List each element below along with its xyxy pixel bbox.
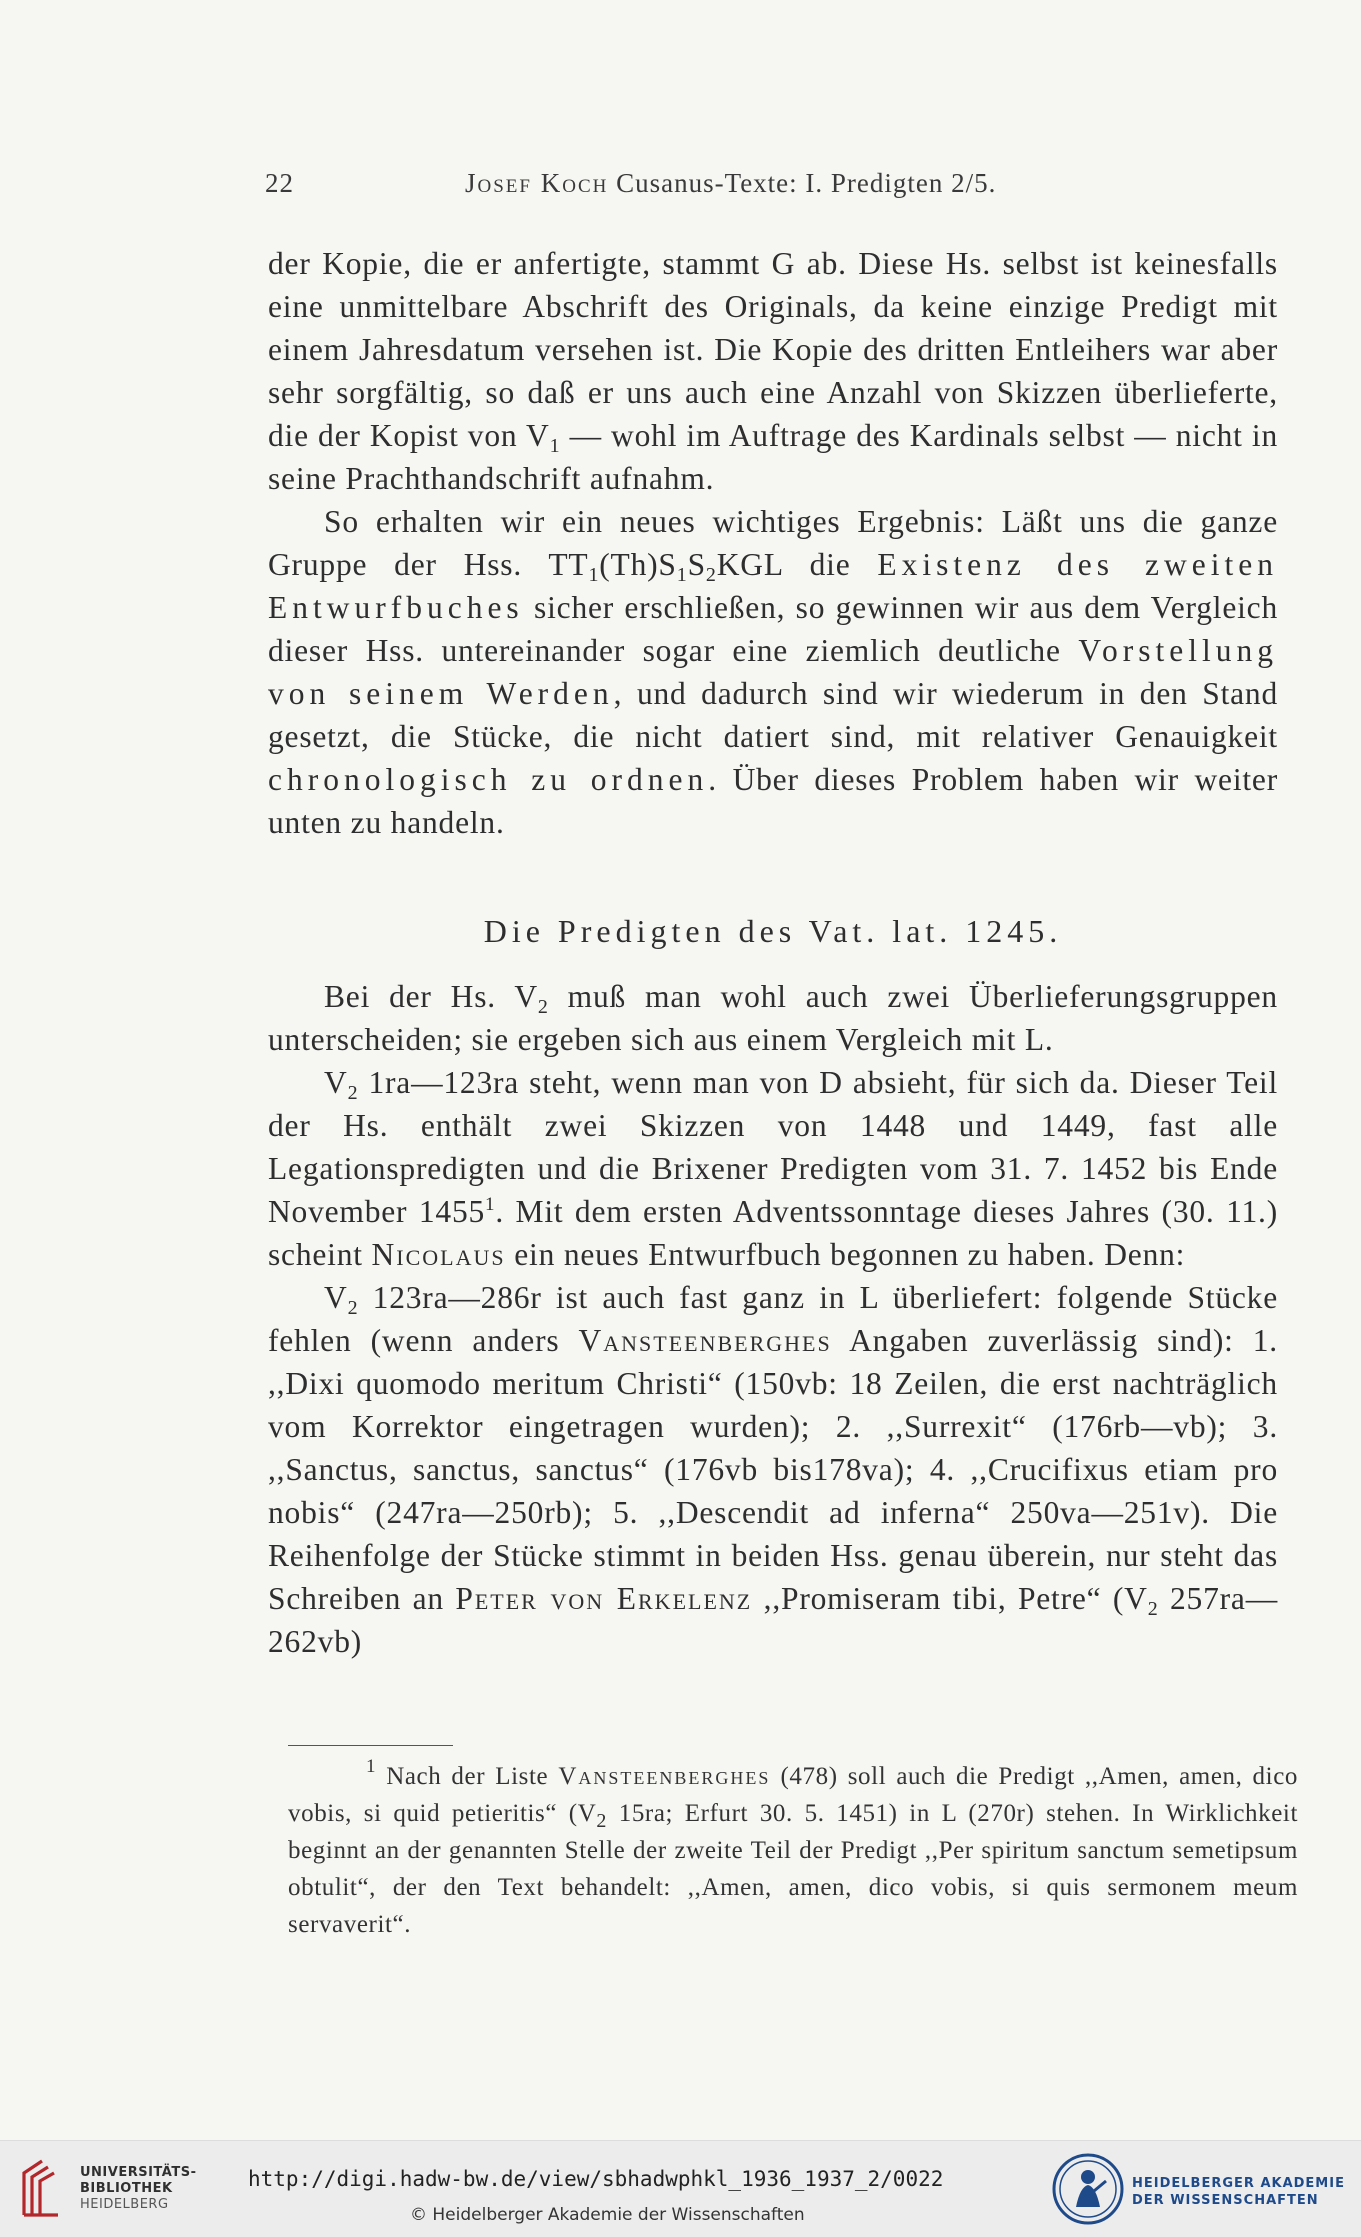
running-title — [465, 168, 996, 199]
university-library-logo-icon — [14, 2155, 76, 2219]
emphasis-spaced: Existenz des zweiten Entwurfbuches — [268, 547, 1278, 625]
header-title: Cusanus-Texte: I. Predigten 2/5. — [616, 168, 997, 198]
section-title: Die Predigten des Vat. lat. 1245. — [483, 913, 1063, 949]
person-name: Vansteenberghes — [558, 1763, 771, 1790]
emphasis-spaced: Vorstellung von seinem Werden — [268, 633, 1278, 711]
person-name: Vansteenberghes — [578, 1323, 832, 1358]
academy-seal-icon — [1050, 2151, 1126, 2227]
footnote-marker: 1 — [366, 1756, 377, 1777]
library-name: UNIVERSITÄTS- BIBLIOTHEK HEIDELBERG — [80, 2165, 197, 2212]
page-number: 22 — [265, 168, 294, 198]
paragraph: der Kopie, die er anfertigte, stammt G ab. Diese Hs. selbst ist keinesfalls eine unmittelbare Abschrift des Originals, da keine einzige Predigt mit einem Jahresdatum versehen ist. Die Kopie des dritten Entleihers war aber sehr sorgfältig, so daß er uns auch eine Anzahl von Skizzen überlieferte, die der Kopist von $V_1$ — wohl im Auftrage des Kardinals selbst — nicht in seine Prachthandschrift aufnahm. — [268, 246, 1278, 496]
main-text — [268, 242, 1278, 1663]
viewer-footer — [0, 2140, 1361, 2237]
person-name: Peter von Erkelenz — [455, 1581, 753, 1616]
paragraph: $V_2$ 123ra—286r ist auch fast ganz in L überliefert: folgende Stücke fehlen (wenn anders Vansteenberghes Angaben zuverlässig sind): 1. ,,Dixi quomodo meritum Christi“ (150vb: 18 Zeilen, die erst nachträglich vom Korrektor eingetragen wurden); 2. ,,Surrexit“ (176rb—vb); 3. ,,Sanctus, sanctus, sanctus“ (176vb bis178va); 4. ,,Crucifixus etiam pro nobis“ (247ra—250rb); 5. ,,Descendit ad inferna“ 250va—251v). Die Reihenfolge der Stücke stimmt in beiden Hss. genau überein, nur steht das Schreiben an Peter von Erkelenz ,,Promiseram tibi, Petre“ ($V_2$ 257ra—262vb) — [268, 1280, 1278, 1659]
paragraph: So erhalten wir ein neues wichtiges Ergebnis: Läßt uns die ganze Gruppe der Hss. $TT_1(Th)S_1S_2KGL$ die Existenz des zweiten Entwurfbuches sicher erschließen, so gewinnen wir aus dem Vergleich dieser Hss. untereinander sogar eine ziemlich deutliche Vorstellung von seinem Werden, und dadurch sind wir wiederum in den Stand gesetzt, die Stücke, die nicht datiert sind, mit relativer Genauigkeit chronologisch zu ordnen. Über dieses Problem haben wir weiter unten zu handeln. — [268, 504, 1278, 840]
footnote-rule — [288, 1745, 453, 1746]
copyright-notice: © Heidelberger Akademie der Wissenschaften — [410, 2205, 805, 2225]
paragraph: Bei der Hs. $V_2$ muß man wohl auch zwei Überlieferungsgruppen unterscheiden; sie ergeben sich aus einem Vergleich mit L. — [268, 979, 1278, 1057]
footnote-ref: 1 — [485, 1194, 496, 1215]
person-name: Nicolaus — [371, 1237, 506, 1272]
permalink-url[interactable]: http://digi.hadw-bw.de/view/sbhadwphkl_1936_1937_2/0022 — [248, 2167, 944, 2191]
header-author: Josef Koch — [465, 168, 609, 198]
paragraph: $V_2$ 1ra—123ra steht, wenn man von D absieht, für sich da. Dieser Teil der Hs. enthält zwei Skizzen von 1448 und 1449, fast alle Legationspredigten und die Brixener Predigten vom 31. 7. 1452 bis Ende November 1455$^1$. Mit dem ersten Adventssonntage dieses Jahres (30. 11.) scheint Nicolaus ein neues Entwurfbuch begonnen zu haben. Denn: — [268, 1065, 1278, 1272]
academy-name: HEIDELBERGER AKADEMIE DER WISSENSCHAFTEN — [1132, 2176, 1345, 2208]
footnote: $^1$ Nach der Liste Vansteenberghes (478) soll auch die Predigt ,,Amen, amen, dico vobis, si quid petieritis“ ($V_2$ 15ra; Erfurt 30. 5. 1451) in L (270r) stehen. In Wirklichkeit beginnt an der genannten Stelle der zweite Teil der Predigt ,,Per spiritum sanctum semetipsum obtulit“, der den Text behandelt: ,,Amen, amen, dico vobis, si quis sermonem meum servaverit“. — [288, 1756, 1298, 1938]
emphasis-spaced: chronologisch zu ordnen — [268, 762, 709, 797]
